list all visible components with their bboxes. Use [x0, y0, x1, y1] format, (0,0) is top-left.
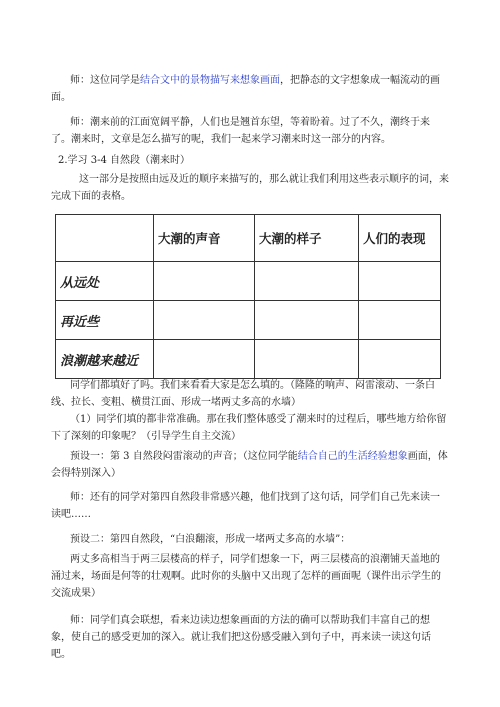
- column-header-people: 人们的表现: [359, 215, 441, 262]
- fill-in-table: [55, 214, 441, 379]
- row-label-closer: 浪潮越来越近: [56, 340, 154, 379]
- paragraph-teacher-prompt: 师：还有的同学对第四自然段非常感兴趣，他们找到了这句话，同学们自己先来读一读吧……: [51, 492, 440, 520]
- paragraph-preset-two: 预设二：第四自然段，“白浪翻滚，形成一堵两丈多高的水墙”：: [70, 534, 351, 545]
- column-header-shape: 大潮的样子: [255, 215, 359, 262]
- text-run: 预设一：第 3 自然段闷雷滚动的声音；（这位同学能: [70, 451, 298, 462]
- table-cell-blank: [154, 301, 255, 340]
- paragraph-teacher-summary: 师：同学们真会联想，看来边读边想象画面的方法的确可以帮助我们丰富自己的想象，使自己的感受更加的深入。就让我们把这份感受融入到句子中，再来读一读这句话吧。: [51, 615, 431, 660]
- table-cell-blank: [255, 262, 359, 301]
- table-cell-blank: [154, 340, 255, 379]
- highlight-method-text: 结合自己的生活经验想象: [297, 451, 408, 462]
- table-cell-blank: [359, 301, 441, 340]
- text-run: 师：这位同学是: [70, 75, 140, 86]
- highlight-method-text: 结合文中的景物描写来想象画面: [140, 75, 280, 86]
- table-header-row: [56, 215, 441, 262]
- row-label-nearer: 再近些: [56, 301, 154, 340]
- paragraph-preset-one: [51, 448, 449, 482]
- paragraph-question-impression: （1）同学们填的都非常准确。那在我们整体感受了潮来时的过程后，哪些地方给你留下了深刻的印象呢？（引导学生自主交流）: [51, 414, 447, 442]
- table-row: [56, 340, 441, 379]
- paragraph-imagination-guide: 两丈多高相当于两三层楼高的样子，同学们想象一下，两三层楼高的浪潮铺天盖地的涌过来，场面是何等的壮观啊。此时你的头脑中又出现了怎样的画面呢（课件出示学生的交流成果）: [51, 554, 441, 599]
- paragraph-instruction: 这一部分是按照由远及近的顺序来描写的，那么就让我们利用这些表示顺序的词，来完成下面的表格。: [51, 174, 449, 202]
- paragraph-teacher-transition: 师：潮来前的江面宽阔平静，人们也是翘首东望，等着盼着。过了不久，潮终于来了。潮来时，文章是怎么描写的呢，我们一起来学习潮来时这一部分的内容。: [51, 117, 430, 145]
- table-row: [56, 301, 441, 340]
- table-cell-blank: [255, 301, 359, 340]
- table-corner-cell: [56, 215, 154, 262]
- table-row: [56, 262, 441, 301]
- table-cell-blank: [359, 262, 441, 301]
- table-cell-blank: [255, 340, 359, 379]
- paragraph-teacher-comment-1: [51, 72, 449, 106]
- paragraph-answer-review: 同学们都填好了吗。我们来看看大家是怎么填的。（隆隆的响声、闷雷滚动、一条白线、拉长、变粗、横贯江面、形成一堵两丈多高的水墙）: [51, 380, 435, 408]
- text-run: 画面，体会得特别深入）: [51, 451, 448, 479]
- row-label-far: 从远处: [56, 262, 154, 301]
- section-heading: 2.学习 3-4 自然段（潮来时）: [58, 155, 191, 166]
- column-header-sound: 大潮的声音: [154, 215, 255, 262]
- table-cell-blank: [359, 340, 441, 379]
- table-cell-blank: [154, 262, 255, 301]
- text-run: ，把静态的文字想象成一幅流动的画面。: [51, 75, 440, 103]
